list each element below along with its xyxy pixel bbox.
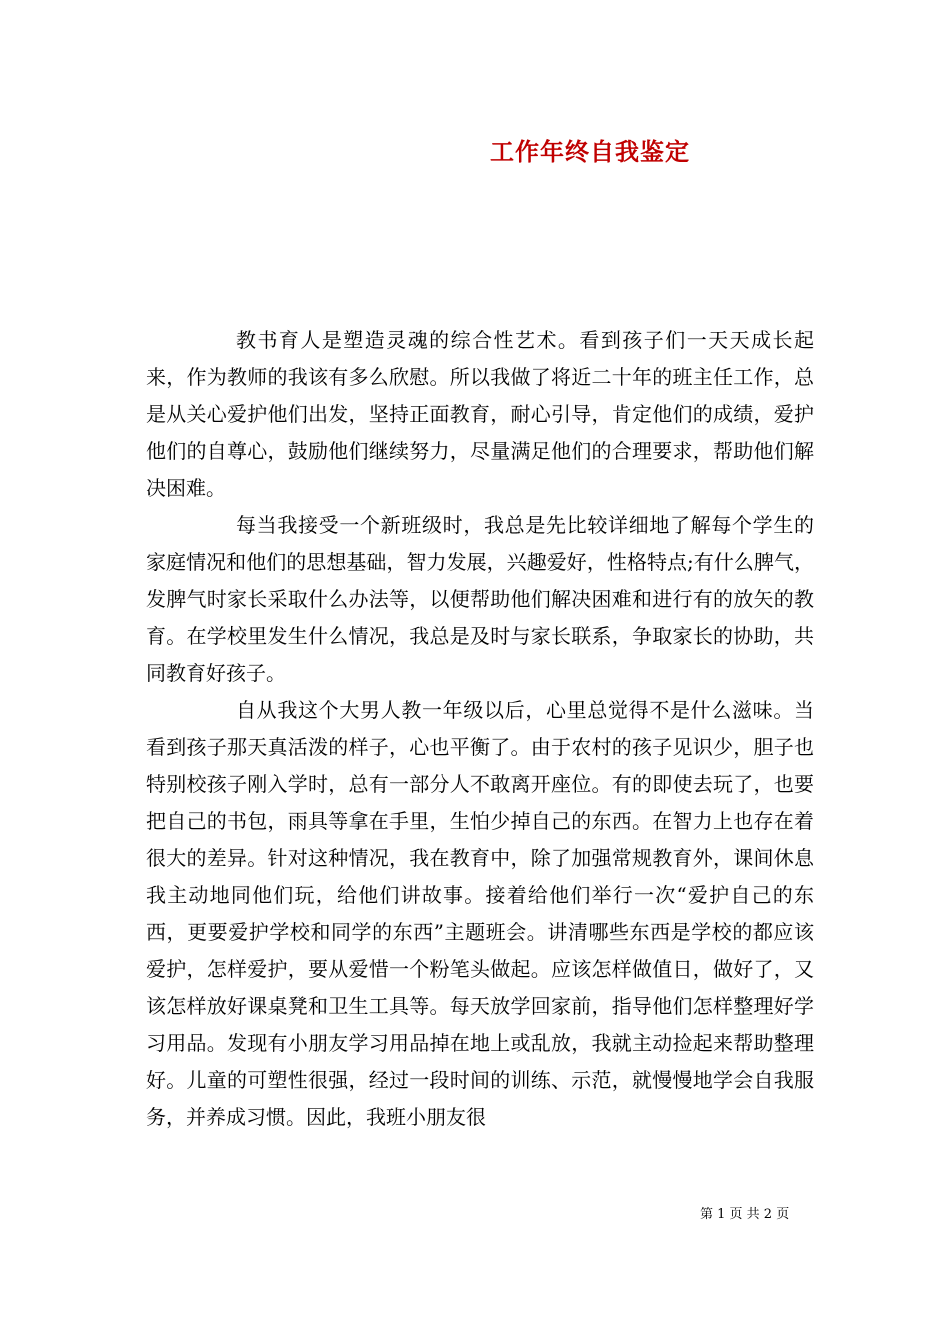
paragraph-2: 每当我接受一个新班级时，我总是先比较详细地了解每个学生的家庭情况和他们的思想基础，智力发展，兴趣爱好，性格特点;有什么脾气，发脾气时家长采取什么办法等，以便帮助他们解决困难和进行有的放矢的教育。在学校里发生什么情况，我总是及时与家长联系，争取家长的协助，共同教育好孩子。: [146, 513, 814, 685]
page-number-footer: 第 1 页 共 2 页: [700, 1207, 790, 1222]
page-title: 工作年终自我鉴定: [490, 137, 690, 166]
paragraph-3: 自从我这个大男人教一年级以后，心里总觉得不是什么滋味。当看到孩子那天真活泼的样子，心也平衡了。由于农村的孩子见识少，胆子也特别校孩子刚入学时，总有一部分人不敢离开座位。有的即使去玩了，也要把自己的书包，雨具等拿在手里，生怕少掉自己的东西。在智力上也存在着很大的差异。针对这种情况，我在教育中，除了加强常规教育外，课间休息我主动地同他们玩，给他们讲故事。接着给他们举行一次“爱护自己的东西，更要爱护学校和同学的东西”主题班会。讲清哪些东西是学校的都应该爱护，怎样爱护，要从爱惜一个粉笔头做起。应该怎样做值日，做好了，又该怎样放好课桌凳和卫生工具等。每天放学回家前，指导他们怎样整理好学习用品。发现有小朋友学习用品掉在地上或乱放，我就主动捡起来帮助整理好。儿童的可塑性很强，经过一段时间的训练、示范，就慢慢地学会自我服务，并养成习惯。因此，我班小朋友很: [146, 698, 814, 1129]
document-body: [146, 322, 814, 1136]
paragraph-1: 教书育人是塑造灵魂的综合性艺术。看到孩子们一天天成长起来，作为教师的我该有多么欣慰。所以我做了将近二十年的班主任工作，总是从关心爱护他们出发，坚持正面教育，耐心引导，肯定他们的成绩，爱护他们的自尊心，鼓励他们继续努力，尽量满足他们的合理要求，帮助他们解决困难。: [146, 328, 814, 500]
